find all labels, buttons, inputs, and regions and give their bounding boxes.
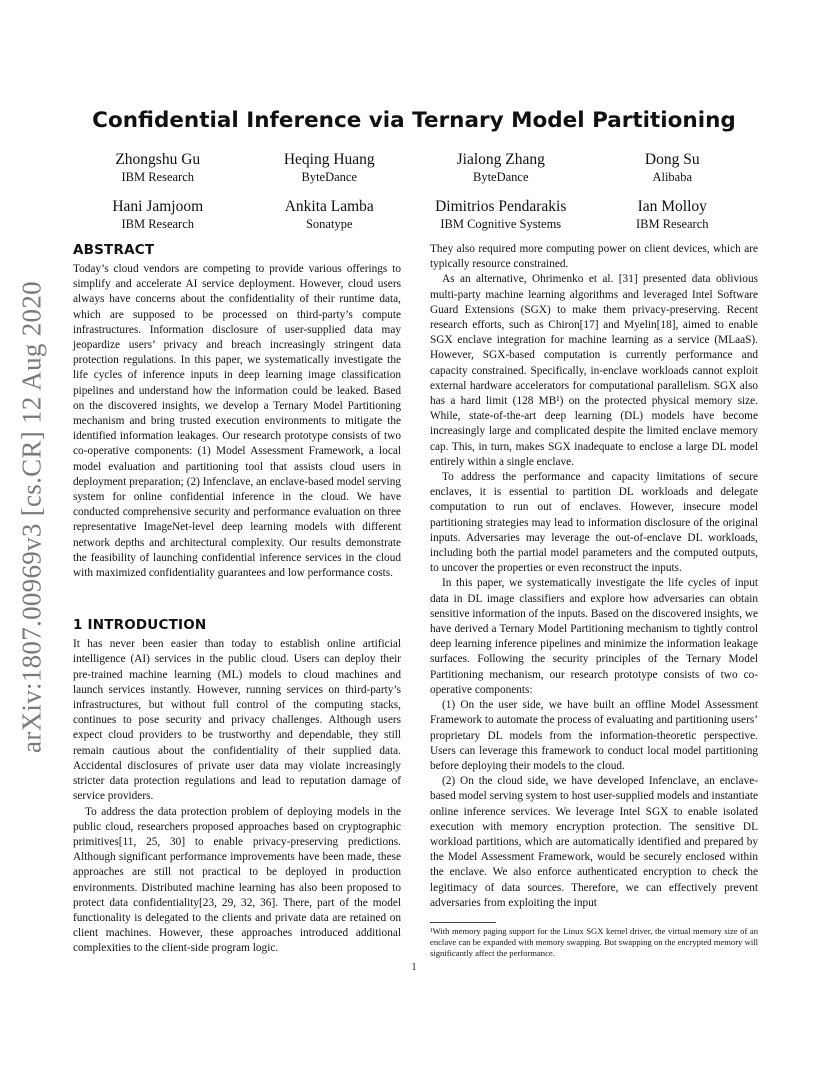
intro-paragraph: To address the performance and capacity limitations of secure enclaves, it is essential to partition DL workloads and delegate computation to run out of enclaves. However, insecure model partitioning strategies may lead to information disclosure of the original inputs. Adversaries may leverage the out-of-enclave DL workloads, including both the partial model parameters and the computed outputs, to uncover the properties or even reconstruct the inputs. — [430, 471, 758, 575]
author — [72, 150, 244, 185]
intro-paragraph: (1) On the user side, we have built an offline Model Assessment Framework to automate the process of evaluating and partitioning users’ proprietary DL models from the information-theoretic perspective. Users can leverage this framework to conduct local model partitioning before deploying their models to the cloud. — [430, 699, 758, 772]
author-name: Dong Su — [644, 151, 700, 168]
left-column — [73, 242, 401, 957]
footnote-rule — [430, 922, 496, 923]
footnote-text: ¹With memory paging support for the Linux SGX kernel driver, the virtual memory size of an enclave can be expanded with memory swapping. But swapping on the encrypted memory will significantly affect the performance. — [430, 926, 758, 959]
author-name: Jialong Zhang — [456, 151, 545, 168]
author-name: Zhongshu Gu — [115, 151, 201, 168]
author-name: Dimitrios Pendarakis — [435, 198, 567, 215]
abstract-text: Today’s cloud vendors are competing to provide various offerings to simplify and accelerate AI service deployment. However, cloud users always have concerns about the confidentiality of their runtime data, which are supposed to be processed on third-party’s compute infrastructures. Information disclosure of user-supplied data may jeopardize users’ privacy and breach increasingly stringent data protection regulations. In this paper, we systematically investigate the life cycles of inference inputs in deep learning image classification pipelines and understand how the information could be leaked. Based on the discovered insights, we develop a Ternary Model Partitioning mechanism and bring trusted execution environments to mitigate the identified information leakages. Our research prototype consists of two co-operative components: (1) Model Assessment Framework, a local model evaluation and partitioning tool that assists cloud users in deployment preparation; (2) Infenclave, an enclave-based model serving system for online confidential inference in the cloud. We have conducted comprehensive security and performance evaluation on three representative ImageNet-level deep learning models with different network depths and architectural complexity. Our results demonstrate the feasibility of launching confidential inference services in the cloud with maximized confidentiality guarantees and low performance costs. — [73, 263, 401, 580]
author — [415, 150, 587, 185]
author-affiliation: IBM Cognitive Systems — [440, 217, 562, 231]
author — [244, 150, 416, 185]
author-affiliation: ByteDance — [301, 170, 358, 184]
author — [72, 197, 244, 232]
author-name: Heqing Huang — [283, 151, 375, 168]
author — [587, 150, 759, 185]
intro-paragraph: As an alternative, Ohrimenko et al. [31] presented data oblivious multi-party machine learning algorithms and leveraged Intel Software Guard Extensions (SGX) to make them privacy-preserving. Recent research efforts, such as Chiron[17] and Myelin[18], aimed to enable SGX enclave integration for machine learning as a service (MLaaS). However, SGX-based computation is currently performance and capacity constrained. Specifically, in-enclave workloads cannot exploit external hardware accelerators for computational parallelism. SGX also has a hard limit (128 MB¹) on the protected physical memory size. While, state-of-the-art deep learning (DL) models have become increasingly large and complicated despite the limited enclave memory cap. This, in turn, makes SGX inadequate to enclose a large DL model entirely within a single enclave. — [430, 273, 758, 468]
intro-paragraph: They also required more computing power on client devices, which are typically resource constrained. — [430, 243, 758, 271]
intro-paragraph: (2) On the cloud side, we have developed Infenclave, an enclave-based model serving system to host user-supplied models and instantiate online inference services. We leverage Intel SGX to enable isolated execution with memory encryption protection. The sensitive DL workload partitions, which are automatically identified and prepared by the Model Assessment Framework, would be securely enclosed within the enclave. We also enforce authenticated encryption to check the legitimacy of data sources. Therefore, we can effectively prevent adversaries from exploiting the input — [430, 775, 758, 909]
author-affiliation: IBM Research — [121, 170, 195, 184]
author-affiliation: IBM Research — [121, 217, 195, 231]
intro-paragraph: It has never been easier than today to establish online artificial intelligence (AI) services in the public cloud. Users can deploy their pre-trained machine learning (ML) models to cloud machines and launch services instantly. However, running services on third-party’s infrastructures, but without full control of the computing stacks, continues to pose security and privacy challenges. Although users expect cloud providers to be trustworthy and dependable, they still remain cautious about the confidentiality of their supplied data. Accidental disclosures of private user data may violate increasingly stricter data protection regulations and lead to reputation damage of service providers. — [73, 638, 401, 803]
footnote — [430, 922, 758, 960]
abstract-heading: ABSTRACT — [73, 242, 155, 258]
paper-title: Confidential Inference via Ternary Model Partitioning — [92, 108, 736, 133]
section-heading-introduction: 1 INTRODUCTION — [73, 617, 207, 634]
page-number: 1 — [411, 962, 417, 973]
author-name: Ian Molloy — [637, 198, 707, 215]
author — [415, 197, 587, 232]
intro-paragraph: To address the data protection problem of deploying models in the public cloud, researchers proposed approaches based on cryptographic primitives[11, 25, 30] to enable privacy-preserving predictions. Although significant performance improvements have been made, these approaches are still not practical to be deployed in production environments. Distributed machine learning has also been proposed to protect data confidentiality[23, 29, 32, 36]. There, part of the model functionality is delegated to the clients and private data are retained on client machines. However, these approaches introduced additional complexities to the client-side program logic. — [73, 805, 401, 955]
intro-paragraph: In this paper, we systematically investigate the life cycles of input data in DL image classifiers and explore how adversaries can obtain sensitive information of the inputs. Based on the discovered insights, we have derived a Ternary Model Partitioning mechanism to tightly control deep learning inference pipelines and minimize the information leakage surfaces. Following the security principles of the Ternary Model Partitioning mechanism, our research prototype consists of two co-operative components: — [430, 577, 758, 696]
author-affiliation: Sonatype — [305, 217, 353, 231]
right-column — [430, 242, 758, 911]
author-affiliation: ByteDance — [472, 170, 529, 184]
author-name: Hani Jamjoom — [112, 198, 204, 215]
author — [587, 197, 759, 232]
author-block — [72, 150, 758, 232]
author — [244, 197, 416, 232]
arxiv-stamp: arXiv:1807.00969v3 [cs.CR] 12 Aug 2020 — [16, 281, 47, 753]
author-affiliation: Alibaba — [652, 170, 693, 184]
author-name: Ankita Lamba — [284, 198, 374, 215]
author-affiliation: IBM Research — [635, 217, 709, 231]
